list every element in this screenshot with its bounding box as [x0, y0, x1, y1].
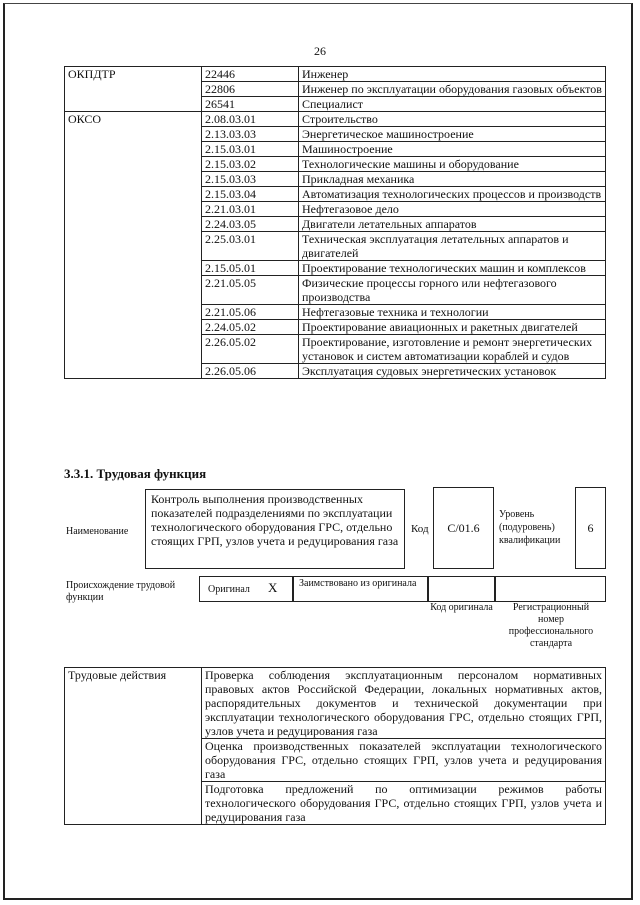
okso-code: 2.15.03.03: [202, 172, 299, 187]
okso-code: 2.26.05.02: [202, 335, 299, 364]
code-original-caption: Код оригинала: [430, 602, 493, 613]
okso-label: ОКСО: [65, 112, 202, 379]
okso-code: 2.15.03.01: [202, 142, 299, 157]
okso-name: Двигатели летательных аппаратов: [299, 217, 606, 232]
okso-name: Энергетическое машиностроение: [299, 127, 606, 142]
okso-code: 2.13.03.03: [202, 127, 299, 142]
function-code: C/01.6: [447, 521, 480, 535]
okso-name: Автоматизация технологических процессов и производств: [299, 187, 606, 202]
origin-label: Происхождение трудовой функции: [66, 580, 176, 603]
okso-name: Проектирование авиационных и ракетных двигателей: [299, 320, 606, 335]
original-mark: X: [268, 580, 278, 595]
okso-name: Технологические машины и оборудование: [299, 157, 606, 172]
name-label: Наименование: [66, 526, 129, 537]
labor-action-item: Проверка соблюдения эксплуатационным персоналом нормативных правовых актов Российской Федерации, локальных нормативных актов, распорядительных документов и технической документации при эксплуатации технологического оборудования ГРС, отдельно стоящих ГРП, узлов учета и редуцирования газа: [202, 668, 606, 739]
function-name-box: [145, 489, 405, 569]
level-box: [575, 487, 606, 569]
okso-code: 2.15.03.02: [202, 157, 299, 172]
okpdtr-name: Инженер: [299, 67, 606, 82]
okso-code: 2.15.03.04: [202, 187, 299, 202]
table-row: [65, 112, 606, 127]
okso-code: 2.21.05.05: [202, 276, 299, 305]
okso-code: 2.15.05.01: [202, 261, 299, 276]
okso-code: 2.26.05.06: [202, 364, 299, 379]
okpdtr-code: 22446: [202, 67, 299, 82]
okpdtr-label: ОКПДТР: [65, 67, 202, 112]
okso-name: Эксплуатация судовых энергетических установок: [299, 364, 606, 379]
okso-name: Проектирование, изготовление и ремонт энергетических установок и систем автоматизации кораблей и судов: [299, 335, 606, 364]
okso-code: 2.21.05.06: [202, 305, 299, 320]
borrowed-box: [293, 576, 428, 602]
okso-code: 2.21.03.01: [202, 202, 299, 217]
classifier-table: [64, 66, 606, 379]
page-number: 26: [314, 44, 326, 58]
function-code-box: [433, 487, 494, 569]
okso-name: Техническая эксплуатация летательных аппаратов и двигателей: [299, 232, 606, 261]
labor-action-item: Подготовка предложений по оптимизации режимов работы технологического оборудования ГРС, отдельно стоящих ГРП, узлов учета и редуцирования газа: [202, 782, 606, 825]
level-label: Уровень (подуровень) квалификации: [499, 509, 561, 546]
labor-actions-table: [64, 667, 606, 825]
okso-name: Нефтегазовое дело: [299, 202, 606, 217]
okso-code: 2.24.05.02: [202, 320, 299, 335]
borrowed-label: Заимствовано из оригинала: [299, 578, 417, 589]
okso-name: Физические процессы горного или нефтегазового производства: [299, 276, 606, 305]
okso-code: 2.08.03.01: [202, 112, 299, 127]
section-title: 3.3.1. Трудовая функция: [64, 466, 207, 481]
original-label: Оригинал: [208, 584, 250, 595]
okso-name: Прикладная механика: [299, 172, 606, 187]
table-row: [65, 67, 606, 82]
okso-name: Машиностроение: [299, 142, 606, 157]
table-row: [65, 668, 606, 739]
okpdtr-code: 22806: [202, 82, 299, 97]
okso-name: Нефтегазовые техника и технологии: [299, 305, 606, 320]
code-label: Код: [411, 523, 429, 535]
code-original-box: [428, 576, 495, 602]
okpdtr-name: Специалист: [299, 97, 606, 112]
okpdtr-name: Инженер по эксплуатации оборудования газовых объектов: [299, 82, 606, 97]
reg-number-caption: Регистрационный номер профессионального стандарта: [508, 602, 594, 649]
original-box: [199, 576, 293, 602]
okso-name: Строительство: [299, 112, 606, 127]
labor-actions-label: Трудовые действия: [65, 668, 202, 825]
okso-code: 2.25.03.01: [202, 232, 299, 261]
labor-action-item: Оценка производственных показателей эксплуатации технологического оборудования ГРС, отдельно стоящих ГРП, узлов учета и редуцирования газа: [202, 739, 606, 782]
level-value: 6: [587, 521, 594, 535]
okso-code: 2.24.03.05: [202, 217, 299, 232]
function-name: Контроль выполнения производственных показателей подразделениями по эксплуатации технологического оборудования ГРС, отдельно стоящих ГРП, узлов учета и редуцирования газа: [151, 492, 399, 548]
reg-number-box: [495, 576, 606, 602]
okso-name: Проектирование технологических машин и комплексов: [299, 261, 606, 276]
okpdtr-code: 26541: [202, 97, 299, 112]
